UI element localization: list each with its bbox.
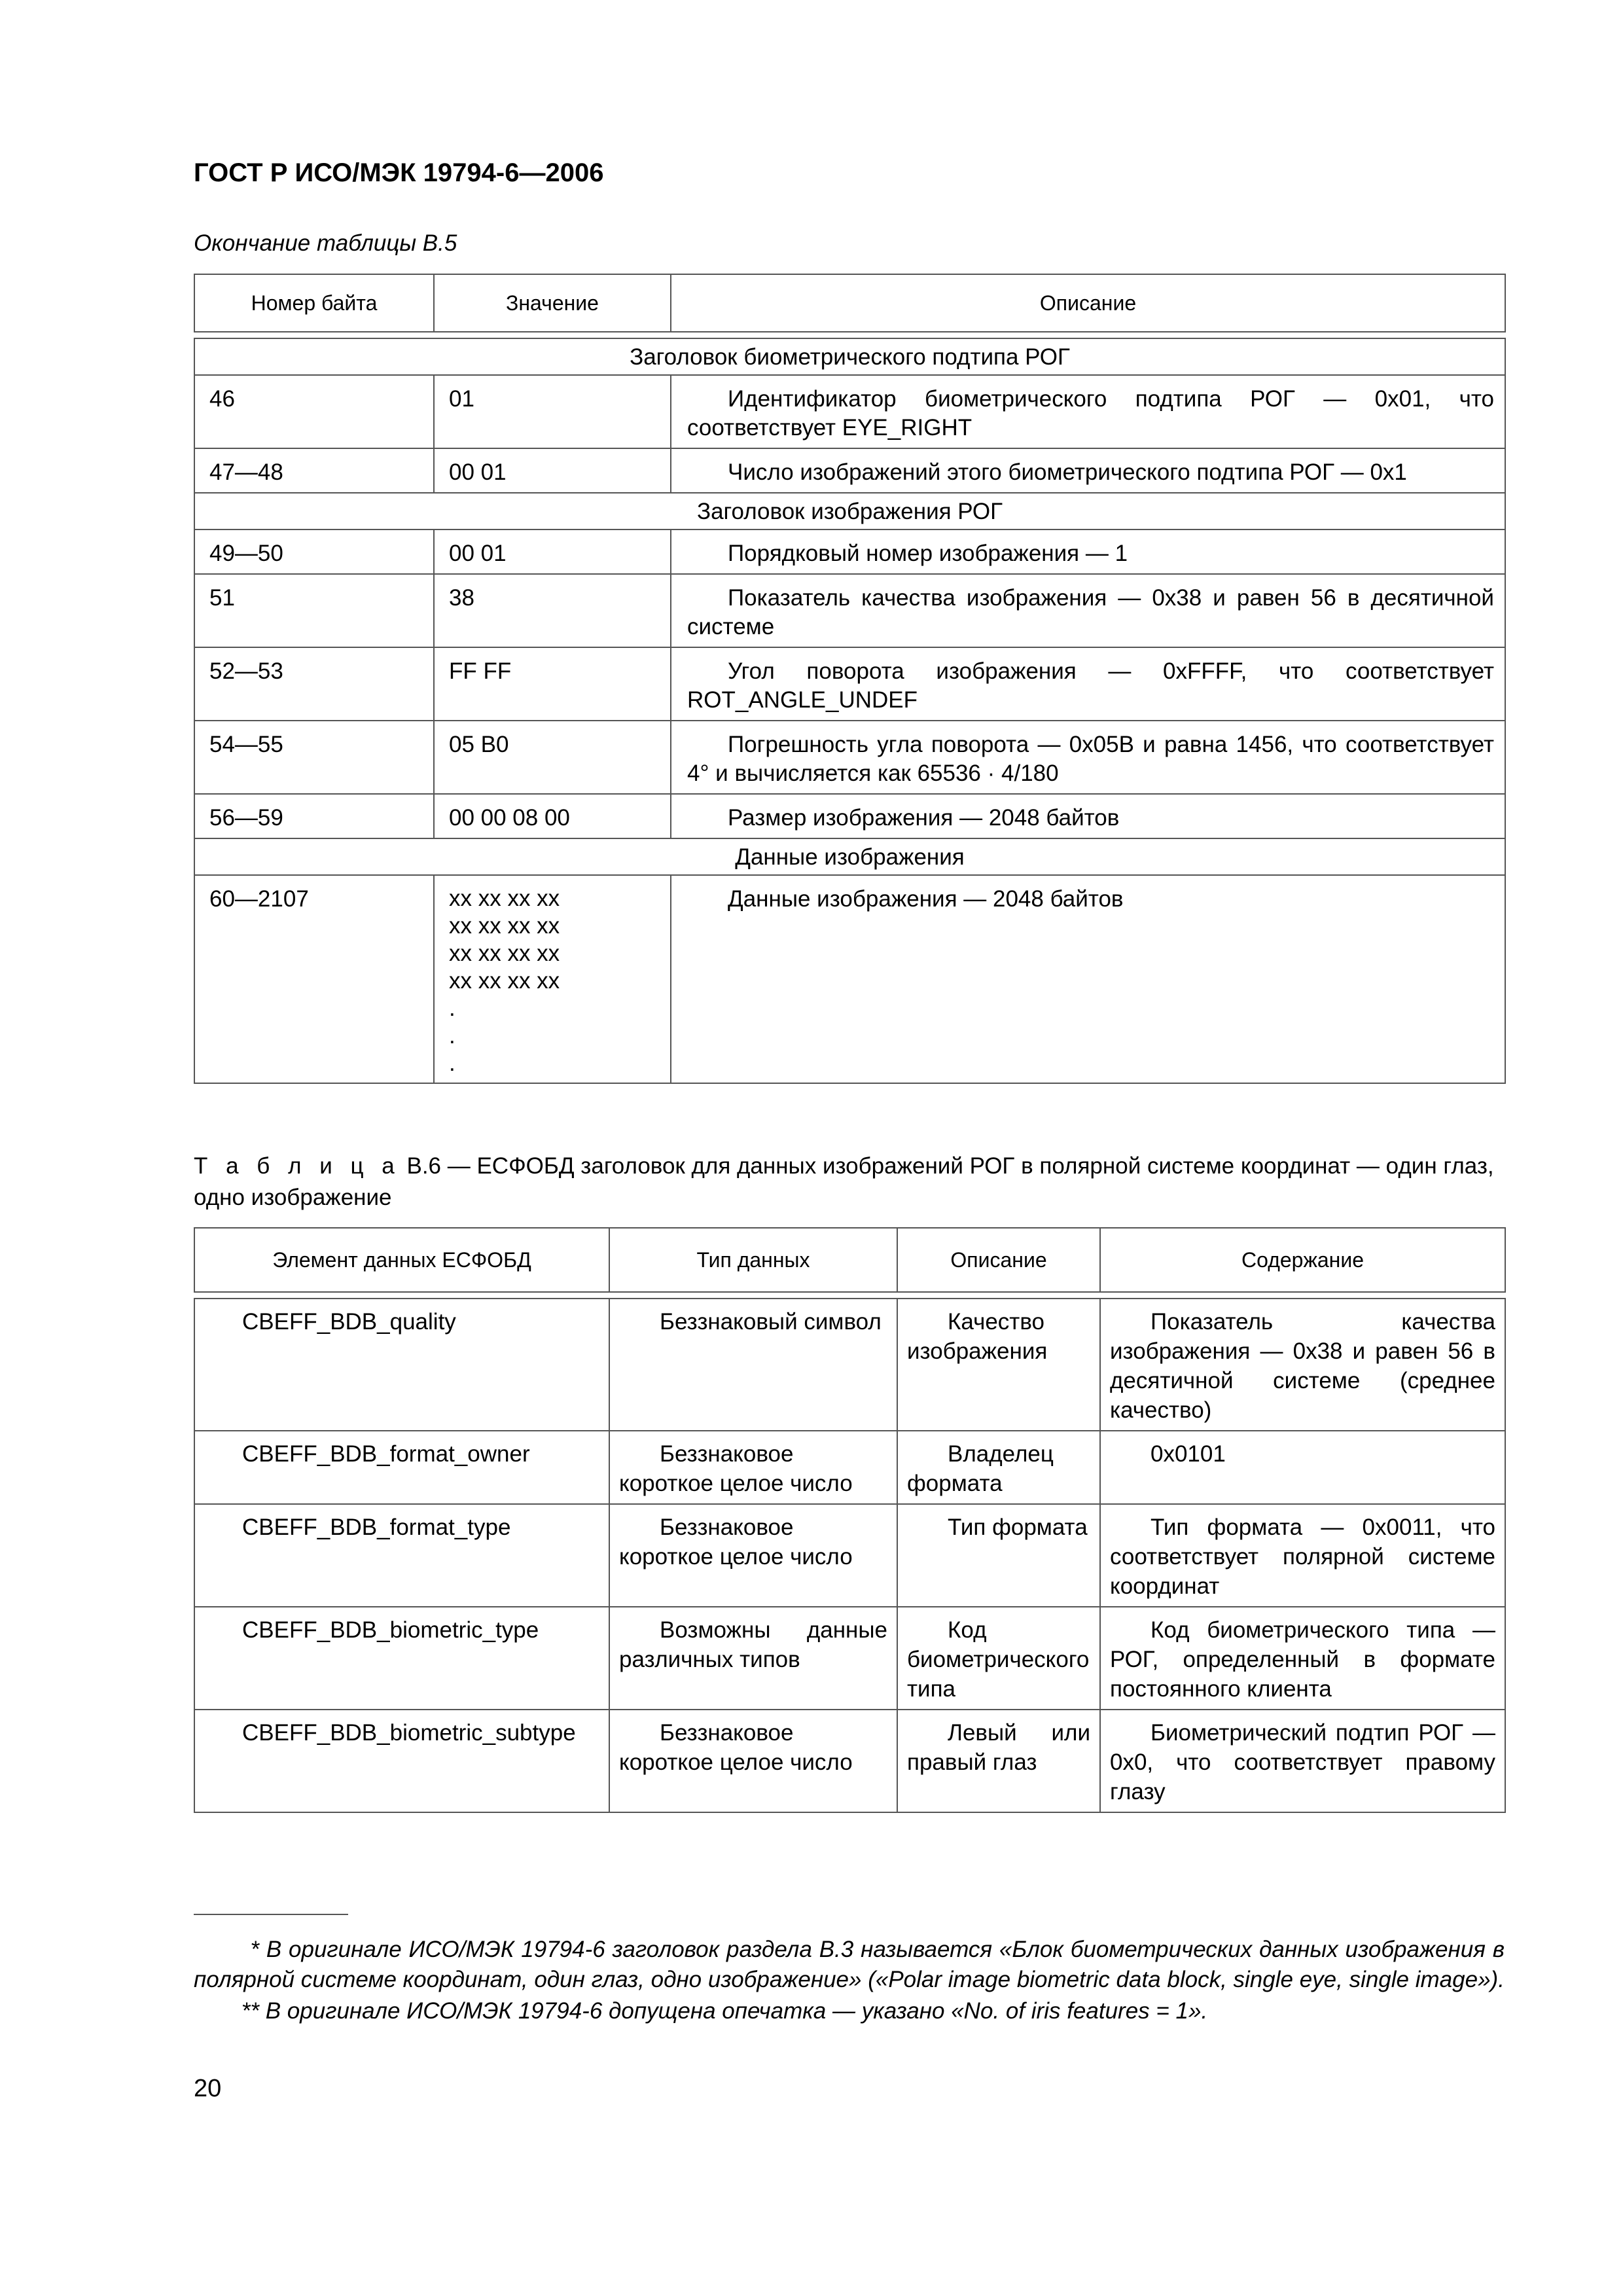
byte-description: Порядковый номер изображения — 1 [671,529,1505,574]
column-header-type: Тип данных [609,1228,897,1292]
element-description: Владелец формата [897,1431,1100,1504]
data-element: CBEFF_BDB_format_type [194,1504,609,1607]
data-element: CBEFF_BDB_format_owner [194,1431,609,1504]
column-header-description: Описание [897,1228,1100,1292]
byte-description: Число изображений этого биометрического подтипа РОГ — 0x1 [671,448,1505,493]
column-header-description: Описание [671,274,1505,332]
footnotes [194,1935,1505,2028]
data-element: CBEFF_BDB_quality [194,1299,609,1431]
byte-description: Угол поворота изображения — 0xFFFF, что соответствует ROT_ANGLE_UNDEF [671,647,1505,721]
element-description: Код биометрического типа [897,1607,1100,1710]
byte-value: FF FF [434,647,671,721]
table-b6 [194,1227,1506,1813]
table-header-row [194,1228,1505,1292]
table-b5 [194,274,1506,1084]
byte-value: xx xx xx xx xx xx xx xx xx xx xx xx xx xx xx xx . . . [434,875,671,1083]
byte-value: 00 01 [434,448,671,493]
byte-description: Данные изображения — 2048 байтов [671,875,1505,1083]
data-type: Беззнаковый символ [609,1299,897,1431]
section-row-image-data: Данные изображения [194,838,1505,875]
element-content: 0x0101 [1100,1431,1505,1504]
table-row [194,1710,1505,1812]
byte-number: 51 [194,574,434,647]
element-description: Качество изображения [897,1299,1100,1431]
section-row-subtype-header: Заголовок биометрического подтипа РОГ [194,338,1505,375]
byte-description: Показатель качества изображения — 0x38 и равен 56 в десятичной системе [671,574,1505,647]
byte-number: 52—53 [194,647,434,721]
byte-value: 38 [434,574,671,647]
table-row [194,574,1505,647]
footnote: * В оригинале ИСО/МЭК 19794-6 заголовок раздела B.3 называется «Блок биометрических данных изображения в полярной системе координат, один глаз, одно изображение» («Polar image biometric data block, single eye, single image»). [194,1937,1505,1992]
element-content: Показатель качества изображения — 0x38 и равен 56 в десятичной системе (среднее качество) [1100,1299,1505,1431]
column-header-value: Значение [434,274,671,332]
table-row [194,794,1505,838]
byte-number: 47—48 [194,448,434,493]
table-row [194,647,1505,721]
data-element: CBEFF_BDB_biometric_type [194,1607,609,1710]
document-header: ГОСТ Р ИСО/МЭК 19794-6—2006 [194,158,604,187]
byte-value: 01 [434,375,671,448]
byte-value: 05 B0 [434,721,671,794]
byte-description: Размер изображения — 2048 байтов [671,794,1505,838]
table-header-row [194,274,1505,332]
page-number: 20 [194,2075,222,2102]
byte-value: 00 01 [434,529,671,574]
byte-value: 00 00 08 00 [434,794,671,838]
byte-number: 46 [194,375,434,448]
column-header-byte-number: Номер байта [194,274,434,332]
footnote: ** В оригинале ИСО/МЭК 19794-6 допущена опечатка — указано «No. of iris features = 1». [241,1998,1208,2024]
table-row [194,721,1505,794]
data-type: Возможны данные различных типов [609,1607,897,1710]
byte-number: 54—55 [194,721,434,794]
data-type: Беззнаковое короткое целое число [609,1710,897,1812]
byte-number: 60—2107 [194,875,434,1083]
table-b6-caption: Т а б л и ц а B.6 — ЕСФОБД заголовок для данных изображений РОГ в полярной системе координат — один глаз, одно изображение [194,1153,1494,1210]
byte-number: 49—50 [194,529,434,574]
element-content: Тип формата — 0x0011, что соответствует полярной системе координат [1100,1504,1505,1607]
element-content: Код биометрического типа — РОГ, определенный в формате постоянного клиента [1100,1607,1505,1710]
table-row [194,529,1505,574]
table-row [194,1607,1505,1710]
table-b5-caption: Окончание таблицы B.5 [194,230,457,256]
column-header-content: Содержание [1100,1228,1505,1292]
table-row [194,448,1505,493]
table-row [194,1504,1505,1607]
footnote-divider [194,1914,348,1915]
column-header-element: Элемент данных ЕСФОБД [194,1228,609,1292]
section-row-image-header: Заголовок изображения РОГ [194,493,1505,529]
element-content: Биометрический подтип РОГ — 0x0, что соответствует правому глазу [1100,1710,1505,1812]
byte-description: Погрешность угла поворота — 0x05B и равна 1456, что соответствует 4° и вычисляется как 65536 · 4/180 [671,721,1505,794]
byte-description: Идентификатор биометрического подтипа РОГ — 0x01, что соответствует EYE_RIGHT [671,375,1505,448]
data-element: CBEFF_BDB_biometric_subtype [194,1710,609,1812]
table-row [194,1299,1505,1431]
table-row [194,375,1505,448]
element-description: Левый или правый глаз [897,1710,1100,1812]
data-type: Беззнаковое короткое целое число [609,1504,897,1607]
data-type: Беззнаковое короткое целое число [609,1431,897,1504]
element-description: Тип формата [897,1504,1100,1607]
table-row [194,1431,1505,1504]
table-row [194,875,1505,1083]
byte-number: 56—59 [194,794,434,838]
